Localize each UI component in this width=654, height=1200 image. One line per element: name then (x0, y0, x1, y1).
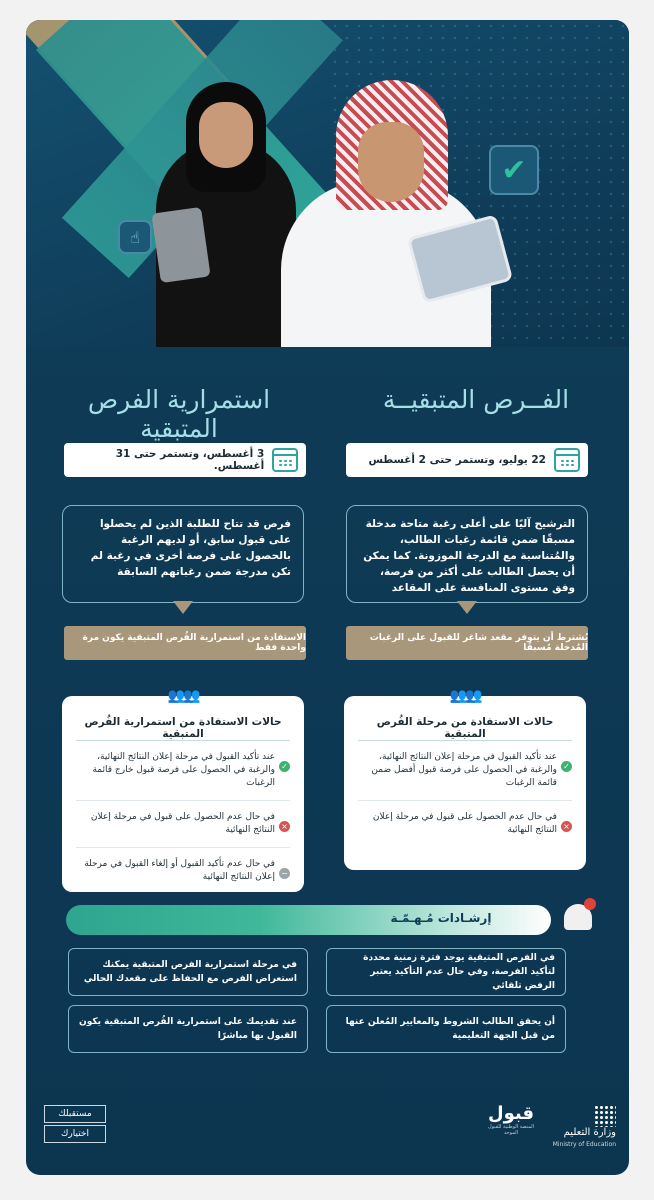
case-item (76, 741, 290, 801)
card-title: حالات الاستفادة من استمرارية الفُرص المتبقية (84, 716, 282, 740)
down-arrow-icon (173, 601, 193, 614)
right-note: يُشترط أن يتوفر مقعد شاغر للقبول على الرغبات المُدخلة مُسبقًا (346, 626, 588, 660)
people-group-icon: 👥👥 (167, 688, 199, 704)
tip-item: في الفرص المتبقية يوجد فترة زمنية محددة لتأكيد الفرصة، وفي حال عدم التأكيد يعتبر الرفض تلقائي (326, 948, 566, 996)
ministry-logo (546, 1105, 616, 1151)
right-date-bar (346, 443, 588, 477)
case-text: في حال عدم تأكيد القبول أو إلغاء القبول في مرحلة إعلان النتائج النهائية (84, 859, 275, 882)
tips-title: إرشـادات مُـهـمّـة (390, 911, 492, 925)
left-cases-card (62, 688, 304, 892)
right-cases-card (344, 688, 586, 870)
qabool-subtitle: المنصة الوطنية للقبول الموحد (487, 1124, 535, 1136)
right-description: الترشيح آليًا على أعلى رغبة متاحة مدخلة مسبقًا ضمن قائمة رغبات الطالب، والمُتناسبة مع الدرجة الموزونة. كما يمكن أن يحصل الطالب على أكثر من فرصة، وفق مستوى المنافسة على المقاعد (346, 505, 588, 603)
case-item (358, 801, 572, 847)
case-item (76, 801, 290, 848)
left-description: فرص قد تتاح للطلبة الذين لم يحصلوا على قبول سابق، أو لديهم الرغبة بالحصول على فرصة أخرى في رغبة لم تكن مدرجة ضمن رغباتهم السابقة (62, 505, 304, 603)
card-title: حالات الاستفادة من مرحلة الفُرص المتبقية (376, 716, 554, 740)
case-text: في حال عدم الحصول على قبول في مرحلة إعلان النتائج النهائية (90, 812, 275, 835)
ministry-name-ar: وزارة التعليم (563, 1127, 616, 1138)
left-date-text: 3 أغسطس، وتستمر حتى 31 أغسطس. (115, 448, 265, 472)
qabool-wordmark: قبول (487, 1103, 535, 1124)
checkmark-icon: ✔ (489, 145, 539, 195)
ministry-name-en: Ministry of Education (552, 1141, 616, 1148)
case-text: عند تأكيد القبول في مرحلة إعلان النتائج النهائية، والرغبة في الحصول على فرصة قبول أفضل ضمن قائمة الرغبات (371, 752, 557, 788)
notification-dot (584, 898, 596, 910)
tip-item: أن يحقق الطالب الشروط والمعايير المُعلن عنها من قبل الجهة التعليمية (326, 1005, 566, 1053)
future-line-1: مستقبلك (44, 1105, 106, 1123)
check-circle-icon: ✓ (561, 761, 572, 772)
future-line-2: اختيارك (44, 1125, 106, 1143)
poster (26, 20, 629, 1175)
calendar-icon (554, 448, 580, 472)
student-male-face (358, 122, 424, 202)
minus-circle-icon: − (279, 868, 290, 879)
case-text: في حال عدم الحصول على قبول في مرحلة إعلان النتائج النهائية (372, 812, 557, 835)
footer (26, 1085, 629, 1175)
left-column-title: استمرارية الفرص المتبقية (87, 385, 271, 443)
down-arrow-icon (457, 601, 477, 614)
tip-item: في مرحلة استمرارية الفرص المتبقية يمكنك استعراض الفرص مع الحفاظ على مقعدك الحالي (68, 948, 308, 996)
calendar-icon (272, 448, 298, 472)
right-date-text: 22 يوليو، وتستمر حتى 2 أغسطس (368, 454, 546, 466)
right-column-title: الفــرص المتبقيــة (382, 385, 570, 414)
tip-item: عند تقديمك على استمرارية الفُرص المتبقية يكون القبول بها مباشرًا (68, 1005, 308, 1053)
ministry-emblem-icon (594, 1105, 616, 1127)
left-date-bar (64, 443, 306, 477)
check-circle-icon: ✓ (279, 761, 290, 772)
case-text: عند تأكيد القبول في مرحلة إعلان النتائج النهائية، والرغبة في الحصول على فرصة قبول خارج قائمة الرغبات (92, 752, 275, 788)
x-circle-icon: × (561, 821, 572, 832)
case-item (76, 848, 290, 894)
x-circle-icon: × (279, 821, 290, 832)
tap-hand-icon: ☝ (118, 220, 152, 254)
people-group-icon: 👥👥 (449, 688, 481, 704)
tablet-icon (151, 207, 210, 283)
left-note: الاستفادة من استمرارية الفُرص المتبقية يكون مرة واحدة فقط (64, 626, 306, 660)
bell-icon (564, 898, 594, 934)
case-item (358, 741, 572, 801)
card-header (358, 688, 572, 741)
qabool-logo (481, 1103, 541, 1136)
student-female-face (199, 102, 253, 168)
hero-banner (26, 20, 629, 347)
card-header (76, 688, 290, 741)
future-choice-logo (44, 1105, 106, 1145)
